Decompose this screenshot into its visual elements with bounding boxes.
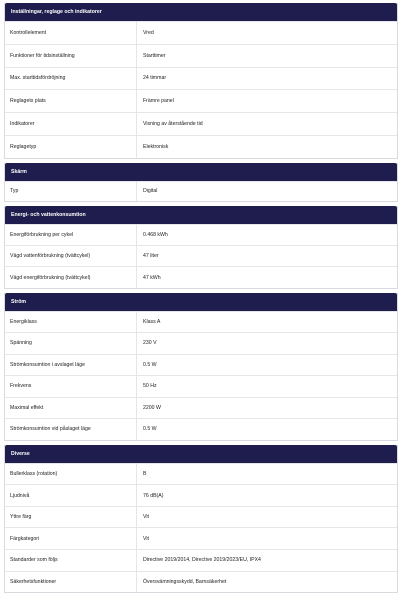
spec-value: 230 V [143, 340, 157, 347]
table-row [5, 89, 397, 112]
spec-label: Bullerklass (rotation) [5, 464, 137, 485]
section-header: Skärm [5, 163, 397, 181]
spec-label: Vägd vattenförbrukning (tvättcykel) [5, 246, 137, 266]
spec-label: Kontrollelement [5, 22, 137, 44]
spec-value: Digital [143, 188, 158, 195]
spec-label: Energiklass [5, 312, 137, 333]
table-row [5, 375, 397, 397]
spec-label: Typ [5, 182, 137, 201]
table-row [5, 135, 397, 158]
table-row [5, 21, 397, 44]
spec-label: Vägd energiförbrukning (tvättcykel) [5, 267, 137, 287]
section-header: Inställningar, reglage och indikatorer [5, 3, 397, 21]
table-row [5, 44, 397, 67]
spec-value: 0.5 W [143, 426, 157, 433]
section-display [4, 163, 398, 202]
spec-label: Reglagetyp [5, 136, 137, 158]
table-row [5, 418, 397, 440]
section-header: Energi- och vattenkonsumtion [5, 206, 397, 224]
table-row [5, 224, 397, 245]
section-header: Diverse [5, 445, 397, 463]
spec-value: Vred [143, 29, 154, 36]
table-row [5, 112, 397, 135]
spec-label: Funktioner för tidsinställning [5, 45, 137, 67]
section-settings-controls [4, 3, 398, 159]
table-row [5, 463, 397, 485]
spec-label: Spänning [5, 333, 137, 354]
spec-label: Strömkonsumtion vid påslaget läge [5, 419, 137, 440]
spec-value: 0.468 kWh [143, 231, 168, 238]
spec-value: Vit [143, 535, 149, 542]
spec-value: 50 Hz [143, 383, 157, 390]
section-power [4, 293, 398, 441]
spec-label: Yttre färg [5, 507, 137, 528]
table-row [5, 181, 397, 201]
table-row [5, 245, 397, 266]
section-header: Ström [5, 293, 397, 311]
spec-value: Elektronisk [143, 143, 169, 150]
spec-label: Färgkategori [5, 528, 137, 549]
spec-value: Visning av återstående tid [143, 121, 203, 128]
spec-value: Vit [143, 514, 149, 521]
table-row [5, 484, 397, 506]
table-row [5, 332, 397, 354]
table-row [5, 571, 397, 593]
spec-label: Standarder som följs [5, 550, 137, 571]
spec-value: 47 liter [143, 253, 159, 260]
table-row [5, 506, 397, 528]
spec-value: Starttimer [143, 52, 166, 59]
table-row [5, 311, 397, 333]
section-misc [4, 445, 398, 593]
spec-label: Ljudnivå [5, 485, 137, 506]
spec-value: 2200 W [143, 404, 161, 411]
spec-value: 0.5 W [143, 361, 157, 368]
spec-value: Främre panel [143, 98, 174, 105]
table-row [5, 397, 397, 419]
spec-value: 76 dB(A) [143, 492, 164, 499]
spec-label: Frekvens [5, 376, 137, 397]
section-energy-water [4, 206, 398, 289]
table-row [5, 527, 397, 549]
spec-label: Max. starttidsfördröjning [5, 68, 137, 90]
table-row [5, 266, 397, 287]
table-row [5, 67, 397, 90]
spec-label: Reglagets plats [5, 90, 137, 112]
spec-value: Klass A [143, 318, 161, 325]
spec-label: Säkerhetsfunktioner [5, 572, 137, 593]
spec-label: Strömkonsumtion i avslaget läge [5, 355, 137, 376]
spec-value: B [143, 470, 147, 477]
spec-value: Översvämningsskydd, Barnsäkerhet [143, 578, 227, 585]
spec-label: Maximal effekt [5, 398, 137, 419]
table-row [5, 354, 397, 376]
spec-label: Energiförbrukning per cykel [5, 225, 137, 245]
spec-value: Directive 2019/2014, Directive 2019/2023/EU, IPX4 [143, 557, 261, 564]
spec-label: Indikatorer [5, 113, 137, 135]
spec-value: 24 timmar [143, 75, 167, 82]
table-row [5, 549, 397, 571]
spec-value: 47 kWh [143, 274, 161, 281]
